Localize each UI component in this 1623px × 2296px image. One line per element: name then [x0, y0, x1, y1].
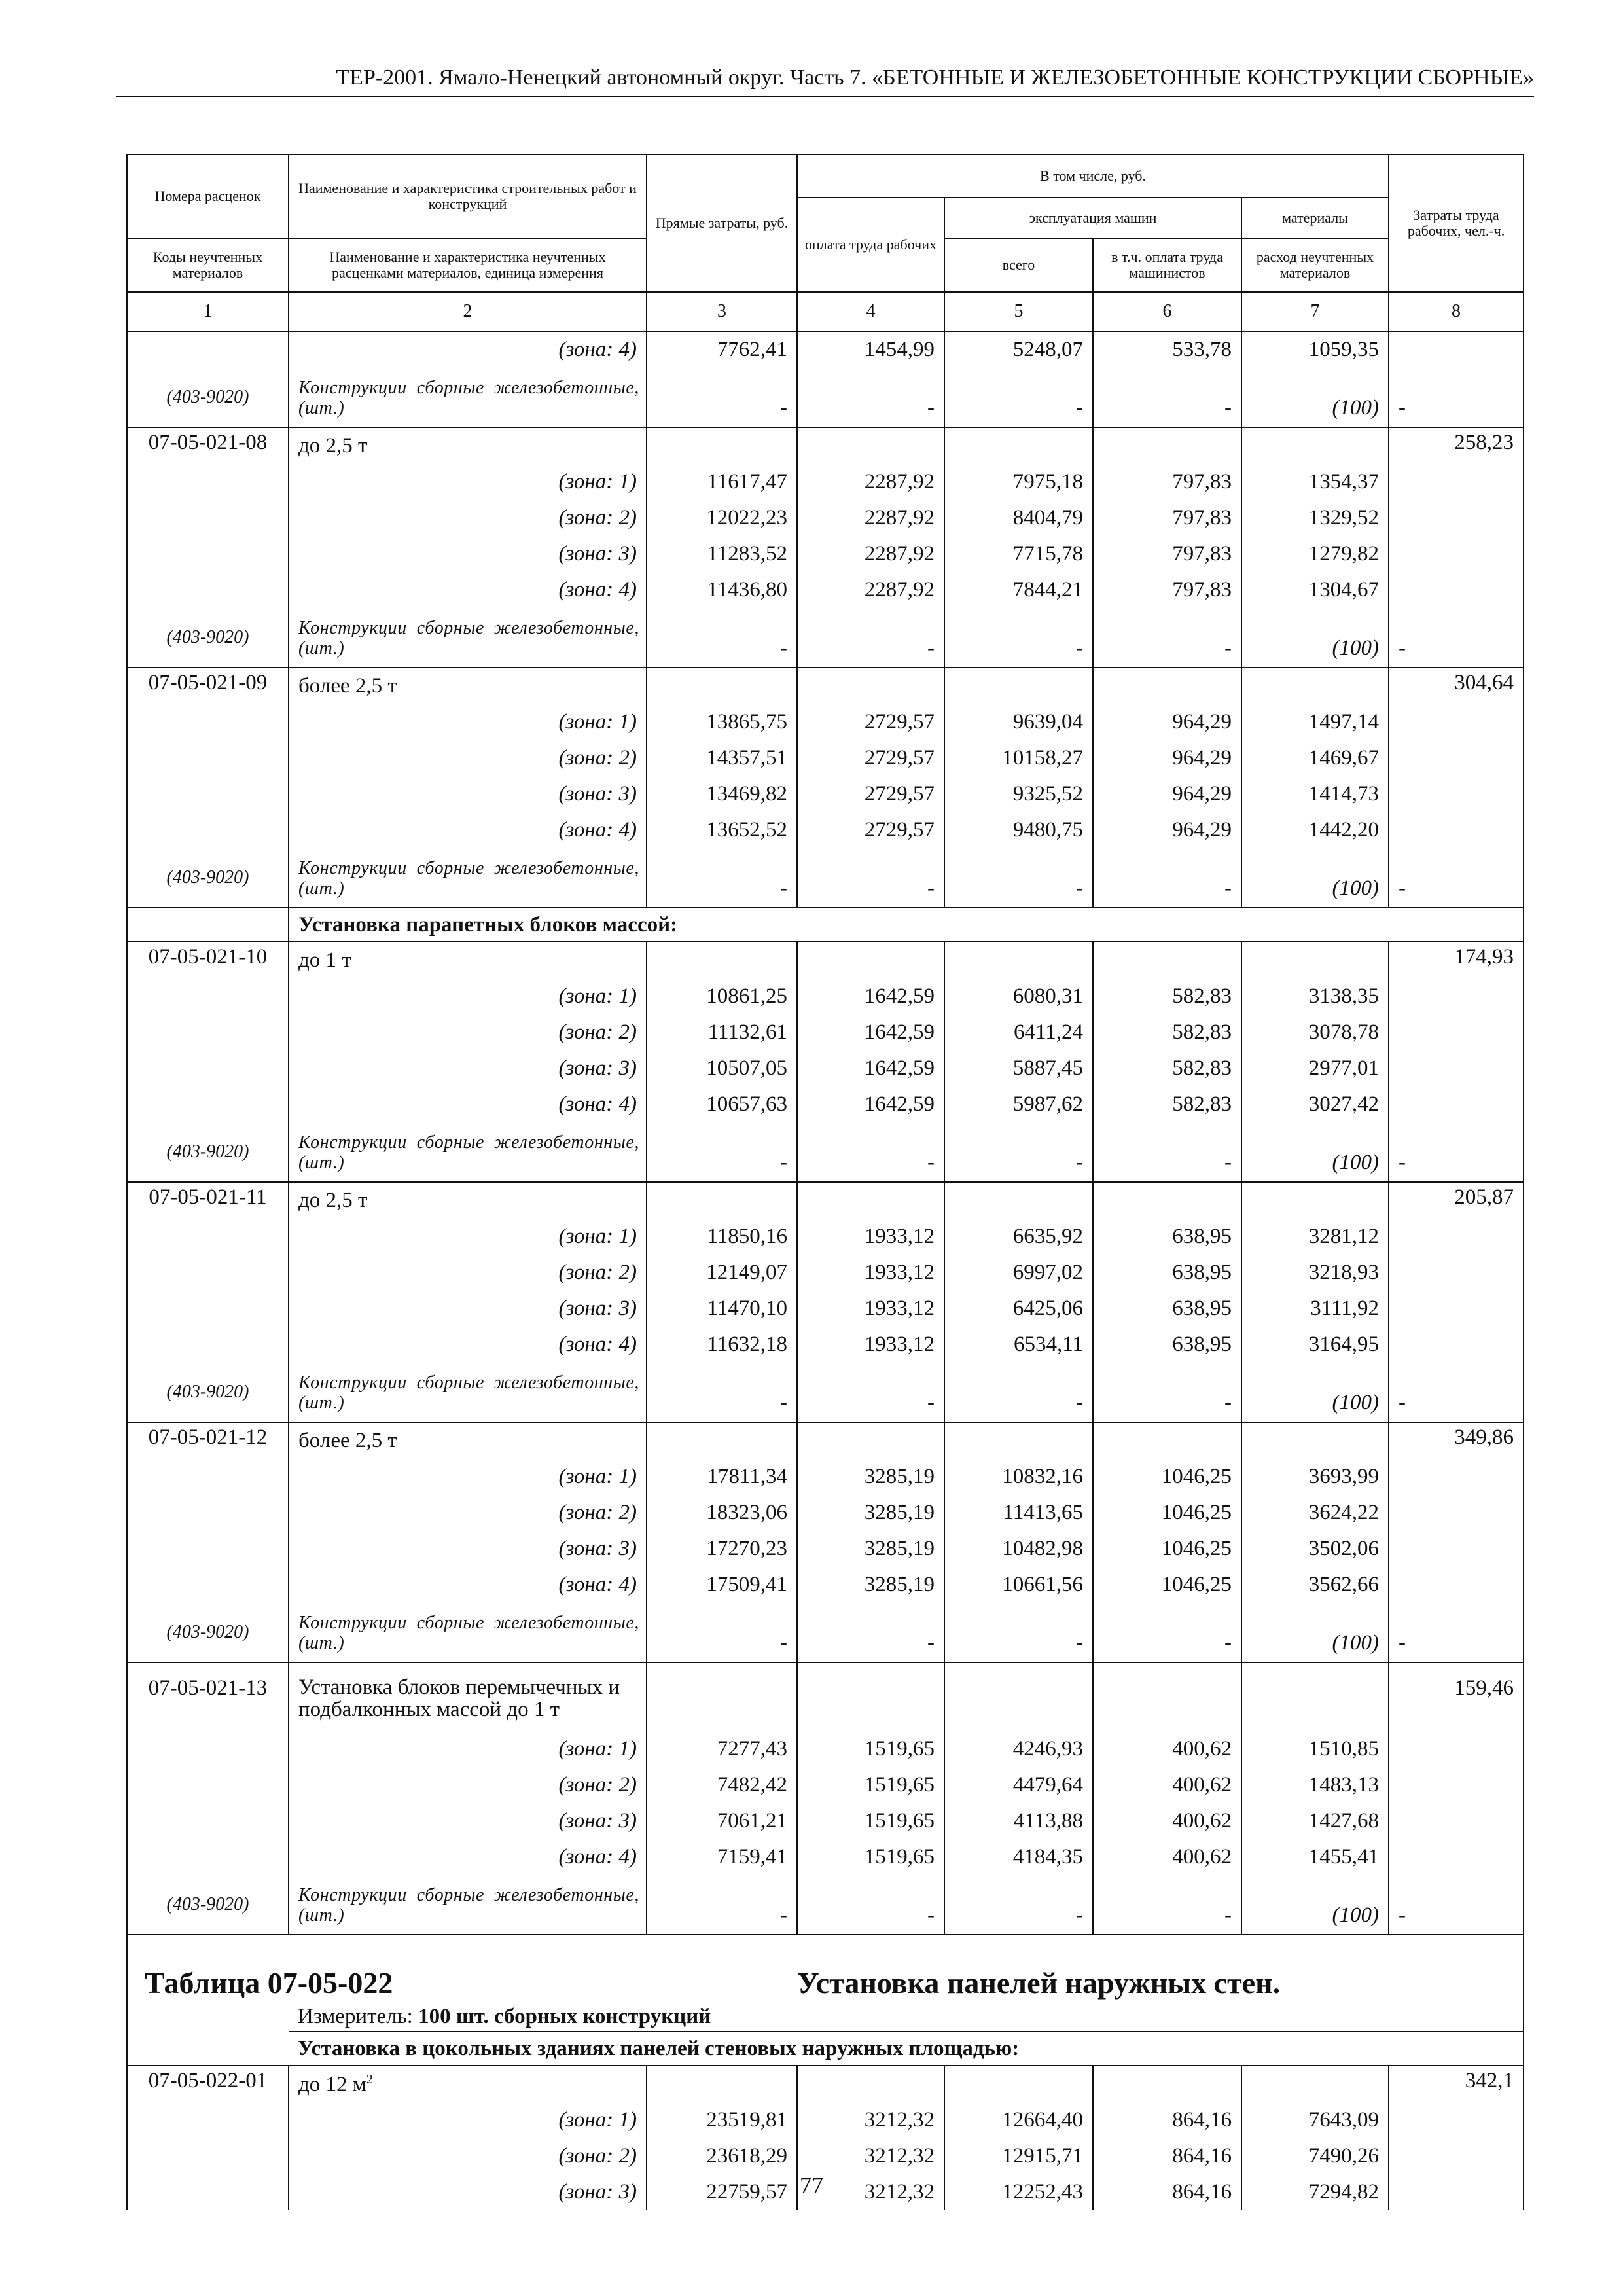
rate-code: 07-05-021-09	[127, 668, 289, 704]
zone-row	[127, 331, 1524, 368]
zone-row: (зона: 2) 11132,61 1642,59 6411,24 582,83 3078,78	[127, 1014, 1524, 1050]
meter-value: 100 шт. сборных конструкций	[418, 2004, 711, 2028]
material-row: (403-9020) Конструкции сборные железобетонные, (шт.) - - - - (100) -	[127, 848, 1524, 908]
zone-row: (зона: 4) 17509,41 3285,19 10661,56 1046,25 3562,66	[127, 1567, 1524, 1603]
zone-row: (зона: 4) 10657,63 1642,59 5987,62 582,83 3027,42	[127, 1086, 1524, 1122]
zone-label: (зона: 1)	[289, 704, 647, 740]
rate-name: более 2,5 т	[289, 668, 647, 704]
zone-label: (зона: 4)	[289, 331, 647, 368]
zone-label: (зона: 2)	[289, 1255, 647, 1291]
cell-direct-costs: 7762,41	[647, 331, 797, 368]
material-row: (403-9020) Конструкции сборные железобетонные, (шт.) - - - - (100) -	[127, 1363, 1524, 1422]
section-heading: Установка парапетных блоков массой:	[289, 908, 1524, 942]
col-header-work-name: Наименование и характеристика строительных работ и конструкций	[289, 154, 647, 238]
zone-label: (зона: 3)	[289, 1050, 647, 1086]
zone-label: (зона: 4)	[289, 1567, 647, 1603]
col-header-material-names: Наименование и характеристика неучтенных расценками материалов, единица измерения	[289, 238, 647, 292]
col-header-labor-costs: Затраты труда рабочих, чел.-ч.	[1389, 154, 1524, 292]
material-name: Конструкции сборные железобетонные, (шт.)	[289, 848, 647, 908]
material-row: (403-9020) Конструкции сборные железобетонные, (шт.) - - - - (100) -	[127, 608, 1524, 668]
cell-machines-total: 5248,07	[944, 331, 1093, 368]
rate-code: 07-05-021-10	[127, 942, 289, 978]
material-code: (403-9020)	[127, 848, 289, 908]
col-header-worker-pay: оплата труда рабочих	[797, 198, 944, 292]
table-title-row	[127, 1963, 1524, 2002]
section-heading: Установка в цокольных зданиях панелей стеновых наружных площадью:	[289, 2032, 1524, 2066]
material-name: Конструкции сборные железобетонные, (шт.)	[289, 1875, 647, 1935]
rate-name: Установка блоков перемычечных и подбалконных массой до 1 т	[289, 1662, 647, 1731]
col-number: 1	[127, 292, 289, 331]
col-header-materials: материалы	[1241, 198, 1389, 238]
rate-row	[127, 427, 1524, 464]
zone-row: (зона: 1) 23519,81 3212,32 12664,40 864,16 7643,09	[127, 2102, 1524, 2138]
zone-label: (зона: 4)	[289, 572, 647, 608]
running-header: ТЕР-2001. Ямало-Ненецкий автономный округ. Часть 7. «БЕТОННЫЕ И ЖЕЛЕЗОБЕТОННЫЕ КОНСТРУКЦИИ СБОРНЫЕ»	[116, 65, 1534, 97]
zone-label: (зона: 1)	[289, 978, 647, 1014]
material-code: (403-9020)	[127, 1875, 289, 1935]
col-number: 6	[1093, 292, 1241, 331]
rate-row	[127, 1182, 1524, 1219]
material-row: (403-9020) Конструкции сборные железобетонные, (шт.) - - - - (100) -	[127, 368, 1524, 427]
rate-name: до 12 $м^2$	[289, 2066, 647, 2102]
zone-row: (зона: 1) 7277,43 1519,65 4246,93 400,62 1510,85	[127, 1731, 1524, 1767]
zone-label: (зона: 1)	[289, 2102, 647, 2138]
material-code: (403-9020)	[127, 1603, 289, 1662]
zone-row: (зона: 4) 11436,80 2287,92 7844,21 797,83 1304,67	[127, 572, 1524, 608]
col-number: 4	[797, 292, 944, 331]
zone-label: (зона: 1)	[289, 1219, 647, 1255]
rate-code: 07-05-021-12	[127, 1422, 289, 1459]
rate-row	[127, 2066, 1524, 2102]
rate-code: 07-05-021-13	[127, 1662, 289, 1731]
material-row: (403-9020) Конструкции сборные железобетонные, (шт.) - - - - (100) -	[127, 1875, 1524, 1935]
zone-label: (зона: 4)	[289, 1327, 647, 1363]
zone-label: (зона: 4)	[289, 812, 647, 848]
material-code: (403-9020)	[127, 1363, 289, 1422]
section-heading-row	[127, 2032, 1524, 2066]
zone-label: (зона: 1)	[289, 464, 647, 500]
zone-label: (зона: 2)	[289, 740, 647, 776]
zone-row: (зона: 2) 7482,42 1519,65 4479,64 400,62 1483,13	[127, 1767, 1524, 1803]
zone-row: (зона: 3) 11283,52 2287,92 7715,78 797,83 1279,82	[127, 536, 1524, 572]
zone-row: (зона: 3) 7061,21 1519,65 4113,88 400,62 1427,68	[127, 1803, 1524, 1839]
labor-costs: 258,23	[1389, 427, 1524, 464]
material-code: (403-9020)	[127, 368, 289, 427]
zone-label: (зона: 3)	[289, 536, 647, 572]
meter-label: Измеритель:	[298, 2004, 413, 2028]
zone-label: (зона: 2)	[289, 1767, 647, 1803]
material-row: (403-9020) Конструкции сборные железобетонные, (шт.) - - - - (100) -	[127, 1603, 1524, 1662]
zone-row: (зона: 3) 22759,57 3212,32 12252,43 864,16 7294,82	[127, 2174, 1524, 2210]
meter-row	[127, 2002, 1524, 2032]
table-title: Установка панелей наружных стен.	[797, 1963, 1524, 2002]
material-name: Конструкции сборные железобетонные, (шт.)	[289, 1363, 647, 1422]
material-name: Конструкции сборные железобетонные, (шт.)	[289, 368, 647, 427]
rate-name: до 2,5 т	[289, 1182, 647, 1219]
zone-label: (зона: 2)	[289, 1495, 647, 1531]
col-header-material-codes: Коды неучтенных материалов	[127, 238, 289, 292]
labor-costs: 159,46	[1389, 1662, 1524, 1731]
zone-row: (зона: 3) 10507,05 1642,59 5887,45 582,83 2977,01	[127, 1050, 1524, 1086]
labor-costs: 174,93	[1389, 942, 1524, 978]
zone-label: (зона: 3)	[289, 776, 647, 812]
zone-row: (зона: 2) 23618,29 3212,32 12915,71 864,16 7490,26	[127, 2138, 1524, 2174]
cell-machinist-pay: 533,78	[1093, 331, 1241, 368]
zone-row: (зона: 1) 10861,25 1642,59 6080,31 582,83 3138,35	[127, 978, 1524, 1014]
material-qty: (100)	[1241, 368, 1389, 427]
page-number: 77	[800, 2172, 823, 2198]
zone-label: (зона: 1)	[289, 1731, 647, 1767]
zone-row: (зона: 1) 11617,47 2287,92 7975,18 797,83 1354,37	[127, 464, 1524, 500]
material-code: (403-9020)	[127, 1122, 289, 1182]
material-qty: (100)	[1241, 1875, 1389, 1935]
rate-row	[127, 1662, 1524, 1731]
material-qty: (100)	[1241, 1363, 1389, 1422]
rate-name: более 2,5 т	[289, 1422, 647, 1459]
zone-label: (зона: 2)	[289, 2138, 647, 2174]
rate-code: 07-05-021-08	[127, 427, 289, 464]
material-qty: (100)	[1241, 848, 1389, 908]
zone-label: (зона: 3)	[289, 1531, 647, 1567]
material-qty: (100)	[1241, 1122, 1389, 1182]
zone-row: (зона: 3) 17270,23 3285,19 10482,98 1046,25 3502,06	[127, 1531, 1524, 1567]
zone-label: (зона: 2)	[289, 1014, 647, 1050]
zone-row: (зона: 2) 12149,07 1933,12 6997,02 638,95 3218,93	[127, 1255, 1524, 1291]
col-header-machines: эксплуатация машин	[944, 198, 1241, 238]
zone-label: (зона: 4)	[289, 1086, 647, 1122]
col-header-machines-total: всего	[944, 238, 1093, 292]
material-name: Конструкции сборные железобетонные, (шт.)	[289, 1122, 647, 1182]
material-code: (403-9020)	[127, 608, 289, 668]
table-number: Таблица 07-05-022	[127, 1963, 797, 2002]
col-header-unaccounted-materials: расход неучтенных материалов	[1241, 238, 1389, 292]
zone-row: (зона: 1) 17811,34 3285,19 10832,16 1046,25 3693,99	[127, 1459, 1524, 1495]
rate-code: 07-05-021-11	[127, 1182, 289, 1219]
zone-row: (зона: 3) 13469,82 2729,57 9325,52 964,29 1414,73	[127, 776, 1524, 812]
zone-label: (зона: 3)	[289, 1291, 647, 1327]
rate-name: до 2,5 т	[289, 427, 647, 464]
material-name: Конструкции сборные железобетонные, (шт.)	[289, 1603, 647, 1662]
cell-worker-pay: 1454,99	[797, 331, 944, 368]
material-qty: (100)	[1241, 608, 1389, 668]
zone-row: (зона: 1) 13865,75 2729,57 9639,04 964,29 1497,14	[127, 704, 1524, 740]
rate-code: 07-05-022-01	[127, 2066, 289, 2102]
zone-row: (зона: 4) 13652,52 2729,57 9480,75 964,29 1442,20	[127, 812, 1524, 848]
zone-label: (зона: 4)	[289, 1839, 647, 1875]
rate-row	[127, 668, 1524, 704]
rate-row	[127, 942, 1524, 978]
material-qty: (100)	[1241, 1603, 1389, 1662]
zone-row: (зона: 4) 7159,41 1519,65 4184,35 400,62 1455,41	[127, 1839, 1524, 1875]
col-number: 8	[1389, 292, 1524, 331]
col-number: 5	[944, 292, 1093, 331]
col-header-including: В том числе, руб.	[797, 154, 1389, 198]
zone-label: (зона: 3)	[289, 1803, 647, 1839]
col-number: 3	[647, 292, 797, 331]
zone-row: (зона: 2) 18323,06 3285,19 11413,65 1046,25 3624,22	[127, 1495, 1524, 1531]
zone-row: (зона: 4) 11632,18 1933,12 6534,11 638,95 3164,95	[127, 1327, 1524, 1363]
zone-row: (зона: 1) 11850,16 1933,12 6635,92 638,95 3281,12	[127, 1219, 1524, 1255]
material-name: Конструкции сборные железобетонные, (шт.)	[289, 608, 647, 668]
labor-costs: 205,87	[1389, 1182, 1524, 1219]
col-number: 7	[1241, 292, 1389, 331]
col-header-rate-numbers: Номера расценок	[127, 154, 289, 238]
zone-row: (зона: 2) 14357,51 2729,57 10158,27 964,29 1469,67	[127, 740, 1524, 776]
rate-name: до 1 т	[289, 942, 647, 978]
price-table	[126, 154, 1524, 2210]
zone-label: (зона: 3)	[289, 2174, 647, 2210]
col-header-direct-costs: Прямые затраты, руб.	[647, 154, 797, 292]
labor-costs: 342,1	[1389, 2066, 1524, 2102]
zone-row: (зона: 2) 12022,23 2287,92 8404,79 797,83 1329,52	[127, 500, 1524, 536]
labor-costs: 304,64	[1389, 668, 1524, 704]
material-row: (403-9020) Конструкции сборные железобетонные, (шт.) - - - - (100) -	[127, 1122, 1524, 1182]
table-body	[127, 331, 1524, 2210]
zone-label: (зона: 1)	[289, 1459, 647, 1495]
col-header-machinist-pay: в т.ч. оплата труда машинистов	[1093, 238, 1241, 292]
section-heading-row	[127, 908, 1524, 942]
col-number: 2	[289, 292, 647, 331]
rate-row	[127, 1422, 1524, 1459]
labor-costs: 349,86	[1389, 1422, 1524, 1459]
table-header	[127, 154, 1524, 331]
zone-label: (зона: 2)	[289, 500, 647, 536]
cell-materials: 1059,35	[1241, 331, 1389, 368]
zone-row: (зона: 3) 11470,10 1933,12 6425,06 638,95 3111,92	[127, 1291, 1524, 1327]
